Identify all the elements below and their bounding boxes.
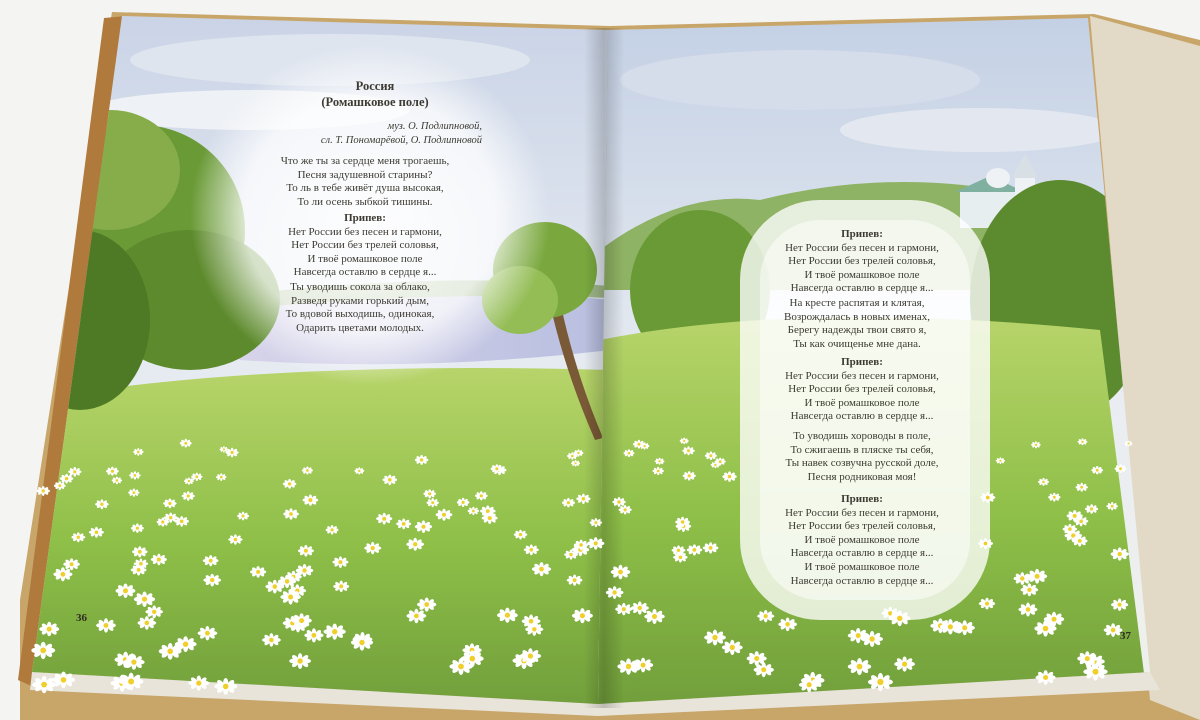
daisy: [482, 512, 498, 524]
daisy: [1038, 478, 1049, 486]
daisy: [848, 658, 871, 675]
daisy: [619, 505, 632, 515]
daisy: [198, 626, 218, 640]
daisy: [1034, 620, 1056, 636]
daisy: [203, 555, 219, 566]
daisy: [39, 622, 59, 637]
daisy: [417, 598, 436, 612]
verse-2: Ты уводишь сокола за облако, Разведя руками горький дым, То вдовой выходишь, одинокая, Одарить цветами молодых.: [285, 281, 435, 334]
daisy: [278, 575, 296, 588]
daisy: [868, 673, 893, 691]
daisy: [333, 581, 349, 593]
daisy: [567, 452, 578, 460]
daisy: [131, 523, 144, 533]
daisy: [164, 513, 178, 523]
chorus-left: Припев: Нет России без песен и гармони, Нет России без трелей соловья, И твоё ромашковое поле Навсегда оставлю в сердце я...: [255, 212, 475, 280]
daisy: [291, 613, 311, 628]
daisy: [180, 439, 192, 448]
daisy: [1014, 572, 1032, 585]
daisy: [175, 636, 197, 652]
daisy: [214, 678, 237, 695]
daisy: [722, 471, 737, 482]
daisy: [1031, 441, 1041, 448]
daisy: [182, 491, 195, 501]
daisy: [228, 534, 242, 545]
verse-3: На кресте распятая и клятая, Возрождалась в новых именах, Берегу надежды твои свято я, Ты как очищенье мне дана.: [783, 297, 931, 350]
daisy: [354, 467, 364, 474]
daisy: [633, 658, 653, 673]
daisy: [129, 471, 141, 479]
daisy: [757, 610, 774, 622]
daisy: [1063, 524, 1078, 535]
daisy: [382, 474, 397, 485]
daisy: [567, 575, 583, 586]
song-title: Россия (Ромашковое поле): [321, 79, 429, 109]
daisy: [564, 550, 578, 560]
daisy: [134, 592, 155, 608]
daisy: [562, 498, 575, 508]
daisy: [250, 566, 266, 578]
daisy: [304, 628, 323, 642]
daisy: [119, 673, 144, 691]
daisy: [653, 467, 664, 475]
daisy: [283, 508, 299, 519]
daisy: [68, 467, 81, 477]
page-number-left: 36: [76, 612, 87, 624]
daisy: [332, 556, 348, 568]
daisy: [71, 532, 85, 542]
chorus-right-3: Припев: Нет России без песен и гармони, Нет России без трелей соловья, И твоё ромашковое поле Навсегда оставлю в сердце я... И твоё ромашковое поле Навсегда оставлю в сердце я...: [785, 493, 939, 587]
daisy: [163, 498, 176, 508]
daisy: [296, 564, 314, 577]
daisy: [590, 518, 602, 527]
daisy: [497, 608, 518, 623]
daisy: [89, 527, 104, 538]
daisy: [615, 603, 632, 615]
daisy: [128, 489, 139, 497]
daisy: [406, 609, 426, 624]
daisy: [1076, 483, 1088, 492]
daisy: [303, 494, 319, 506]
daisy: [396, 518, 411, 529]
daisy: [576, 494, 590, 505]
daisy: [631, 601, 649, 614]
daisy: [606, 586, 624, 599]
daisy: [491, 464, 503, 473]
daisy: [145, 605, 163, 618]
daisy: [574, 540, 588, 551]
daisy: [623, 449, 634, 457]
chorus-label: Припев:: [344, 212, 386, 224]
daisy: [283, 479, 297, 489]
daisy: [461, 650, 484, 667]
daisy: [36, 486, 50, 496]
daisy: [1085, 504, 1098, 514]
daisy: [54, 481, 66, 490]
daisy: [861, 631, 883, 647]
daisy: [475, 491, 488, 500]
daisy: [587, 537, 604, 550]
daisy: [116, 584, 136, 599]
daisy: [1027, 569, 1047, 584]
daisy: [427, 498, 439, 507]
daisy: [522, 614, 541, 628]
daisy: [644, 609, 665, 624]
daisy: [1115, 464, 1127, 473]
daisy: [96, 618, 116, 632]
daisy: [979, 598, 995, 610]
daisy: [673, 552, 687, 563]
daisy: [683, 471, 696, 481]
daisy: [778, 617, 797, 631]
daisy: [889, 610, 911, 626]
daisy: [151, 554, 167, 566]
daisy: [415, 520, 432, 533]
daisy: [436, 509, 453, 521]
daisy: [1091, 466, 1103, 474]
daisy: [655, 458, 665, 465]
daisy: [1036, 670, 1056, 685]
daisy: [799, 677, 820, 692]
daisy: [1111, 547, 1129, 560]
daisy: [1111, 598, 1128, 611]
daisy: [364, 542, 381, 554]
daisy: [1018, 602, 1037, 616]
daisy: [894, 657, 915, 672]
daisy: [571, 460, 580, 467]
daisy: [184, 478, 194, 485]
daisy: [351, 634, 373, 650]
daisy: [323, 624, 345, 640]
daisy: [980, 492, 995, 503]
daisy: [1067, 510, 1083, 522]
daisy: [63, 558, 80, 570]
chorus-right-1: Припев: Нет России без песен и гармони, Нет России без трелей соловья, И твоё ромашковое поле Навсегда оставлю в сердце я...: [785, 228, 939, 295]
daisy: [406, 538, 424, 551]
daisy: [612, 497, 626, 507]
daisy: [298, 545, 314, 557]
daisy: [302, 467, 313, 475]
daisy: [1021, 583, 1039, 596]
daisy: [123, 654, 144, 669]
daisy: [1077, 651, 1097, 666]
daisy: [572, 608, 593, 623]
daisy: [468, 507, 479, 515]
daisy: [687, 544, 703, 555]
daisy: [203, 574, 221, 587]
verse-1: Что же ты за сердце меня трогаешь, Песня задушевной старины? То ль в тебе живёт душа высокая, То ли осень зыбкой тишины.: [280, 155, 450, 208]
daisy: [703, 542, 719, 554]
daisy: [705, 451, 717, 460]
daisy: [32, 676, 56, 693]
daisy: [747, 651, 767, 666]
daisy: [138, 616, 157, 630]
daisy: [1048, 493, 1060, 502]
song-credits: муз. О. Подлипновой, сл. Т. Пономарёвой, О. Подлипновой: [320, 121, 482, 146]
daisy: [106, 467, 119, 476]
daisy: [978, 538, 993, 549]
daisy: [31, 642, 55, 659]
daisy: [134, 558, 149, 569]
daisy: [940, 619, 961, 635]
daisy: [722, 640, 743, 655]
daisy: [191, 473, 202, 481]
daisy: [132, 546, 148, 557]
daisy: [289, 653, 311, 669]
daisy: [532, 562, 551, 576]
daisy: [188, 676, 209, 691]
daisy: [262, 633, 281, 647]
daisy: [53, 567, 72, 581]
daisy: [280, 589, 301, 604]
page-number-right: 37: [1120, 630, 1131, 642]
daisy: [711, 461, 720, 468]
daisy: [611, 565, 631, 579]
daisy: [704, 630, 726, 646]
daisy: [1072, 535, 1088, 546]
daisy: [415, 455, 429, 465]
daisy: [1078, 438, 1088, 445]
daisy: [520, 648, 541, 664]
verse-4: То уводишь хороводы в поле, То сжигаешь в пляске ты себя, Ты навек созвучна русской доле, Песня родниковая моя!: [785, 430, 939, 483]
chorus-right-2: Припев: Нет России без песен и гармони, Нет России без трелей соловья, И твоё ромашковое поле Навсегда оставлю в сердце я...: [785, 356, 939, 423]
daisy: [95, 499, 109, 509]
daisy: [633, 440, 645, 449]
daisy: [133, 448, 144, 456]
